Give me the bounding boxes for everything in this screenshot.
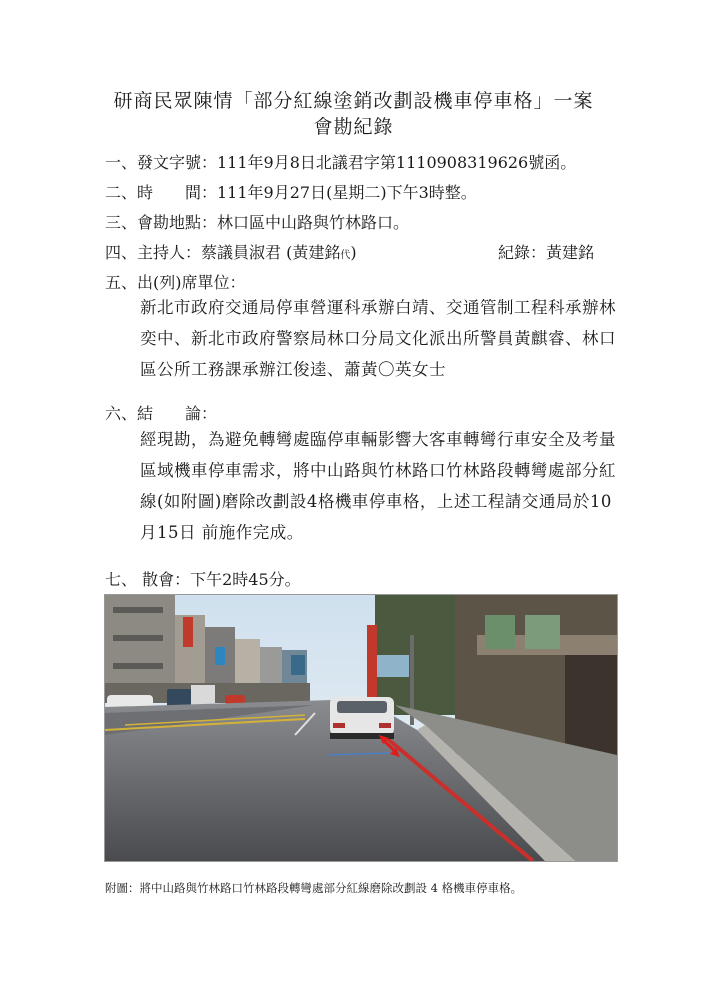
meeting-time-line: 二、時 間：111年9月27日(星期二)下午3時整。 xyxy=(105,183,477,202)
host-proxy-mark: 代 xyxy=(340,250,351,261)
conclusion-label: 六、結 論： xyxy=(105,404,218,423)
conclusion-text: 經現勘，為避免轉彎處臨停車輛影響大客車轉彎行車安全及考量區域機車停車需求，將中山路與竹林路口竹林路段轉彎處部分紅線(如附圖)磨除改劃設4格機車停車格，上述工程請交通局於10月15日 前施作完成。 xyxy=(140,430,616,542)
street-scene-illustration xyxy=(105,595,617,861)
recorder-line: 紀錄：黃建銘 xyxy=(498,243,595,262)
host-close: ) xyxy=(350,243,357,262)
street-photo xyxy=(104,594,618,862)
document-subtitle: 會勘紀錄 xyxy=(313,116,394,138)
photo-caption: 附圖：將中山路與竹林路口竹林路段轉彎處部分紅線磨除改劃設 4 格機車停車格。 xyxy=(105,881,523,895)
document-title: 研商民眾陳情「部分紅線塗銷改劃設機車停車格」一案 xyxy=(113,90,594,112)
host-text: 四、主持人：蔡議員淑君 (黃建銘 xyxy=(105,243,341,262)
adjourn-line: 七、 散會：下午2時45分。 xyxy=(105,570,301,589)
attendees-label: 五、出(列)席單位： xyxy=(105,273,246,292)
meeting-location-line: 三、會勘地點：林口區中山路與竹林路口。 xyxy=(105,213,410,232)
host-line xyxy=(105,240,357,263)
document-number-line: 一、發文字號：111年9月8日北議君字第1110908319626號函。 xyxy=(105,153,577,172)
attendees-text: 新北市政府交通局停車營運科承辦白靖、交通管制工程科承辦林奕中、新北市政府警察局林口分局文化派出所警員黃麒睿、林口區公所工務課承辦江俊逵、蕭黃〇英女士 xyxy=(140,298,616,379)
